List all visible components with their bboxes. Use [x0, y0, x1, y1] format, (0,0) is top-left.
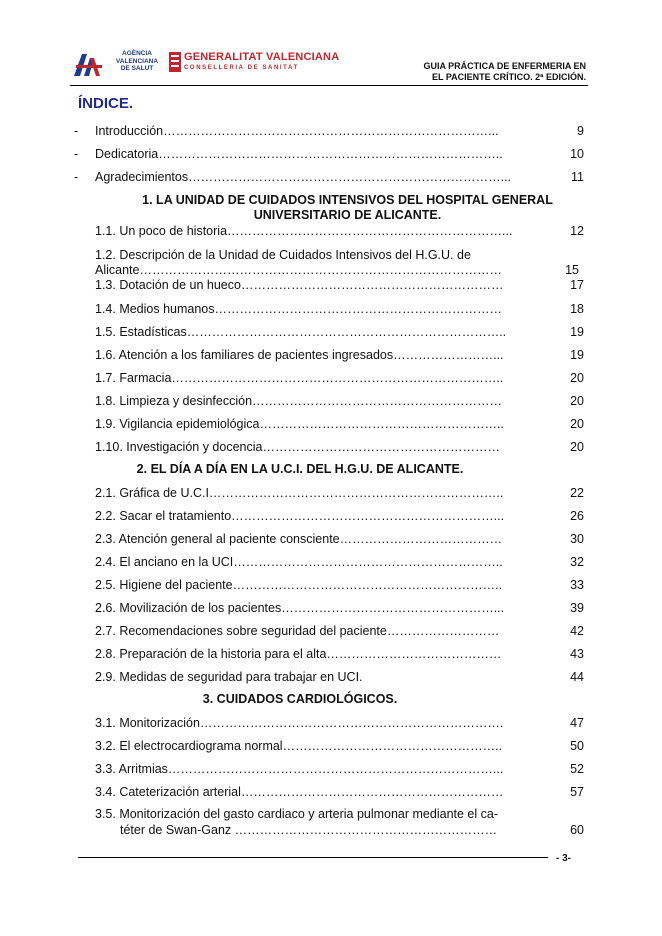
- section-heading-1: [95, 193, 600, 223]
- page-number: - 3-: [556, 853, 571, 864]
- agency-line: DE SALUT: [120, 65, 154, 72]
- toc-entry[interactable]: 2.9. Medidas de seguridad para trabajar en UCI.: [95, 670, 363, 684]
- toc-page: 44: [570, 670, 584, 684]
- footer-divider: [78, 857, 548, 858]
- bullet-dash: -: [74, 124, 79, 138]
- toc-page: 52: [570, 762, 584, 776]
- toc-entry[interactable]: 1.10. Investigación y docencia…………………………………………………: [95, 440, 500, 454]
- av-logo-icon: [72, 50, 106, 78]
- index-heading: ÍNDICE.: [78, 95, 134, 112]
- document-title: [423, 61, 586, 83]
- toc-page: 19: [570, 348, 584, 362]
- title-line: GUIA PRÁCTICA DE ENFERMERIA EN: [423, 61, 586, 71]
- toc-page: 39: [570, 601, 584, 615]
- toc-page: 11: [571, 170, 584, 184]
- toc-entry[interactable]: 3.4. Cateterización arterial………………………………………………………: [95, 785, 504, 799]
- header-divider: [70, 85, 588, 86]
- toc-entry[interactable]: Agradecimientos…………………………………………………………………...: [95, 170, 512, 184]
- bullet-dash: -: [74, 147, 79, 161]
- toc-entry[interactable]: 2.6. Movilización de los pacientes……………………………………………...: [95, 601, 505, 615]
- toc-entry[interactable]: 2.3. Atención general al paciente consciente…………………………………: [95, 532, 503, 546]
- toc-page: 22: [570, 486, 584, 500]
- toc-page: 17: [570, 278, 584, 292]
- toc-entry[interactable]: 1.7. Farmacia……………………………………………………………………..: [95, 371, 504, 385]
- toc-page: 43: [570, 647, 584, 661]
- page-header: [72, 44, 588, 86]
- toc-page: 47: [570, 716, 584, 730]
- toc-page: 32: [570, 555, 584, 569]
- toc-page: 20: [570, 417, 584, 431]
- toc-page: 20: [570, 371, 584, 385]
- toc-entry[interactable]: 1.9. Vigilancia epidemiológica…………………………………………………..: [95, 417, 504, 431]
- toc-page: 60: [570, 823, 584, 837]
- toc-entry[interactable]: 2.5. Higiene del paciente………………………………………………………..: [95, 578, 503, 592]
- toc-entry[interactable]: 1.1. Un poco de historia…………………………………………………………...: [95, 224, 513, 238]
- toc-page: 57: [570, 785, 584, 799]
- generalitat-name: GENERALITAT VALENCIANA: [184, 51, 340, 63]
- toc-page: 19: [570, 325, 584, 339]
- toc-page: 12: [570, 224, 584, 238]
- toc-entry[interactable]: 1.5. Estadísticas…………………………………………………………………..: [95, 325, 507, 339]
- toc-entry[interactable]: Introducción……………………………………………………………………...: [95, 124, 499, 138]
- agency-line: AGÈNCIA: [122, 50, 152, 57]
- toc-entry[interactable]: 1.2. Descripción de la Unidad de Cuidados Intensivos del H.G.U. de: [95, 248, 471, 262]
- generalitat-emblem-icon: [168, 51, 182, 73]
- agency-line: VALENCIANA: [115, 57, 159, 65]
- toc-entry[interactable]: 3.3. Arritmias……………………………………………………………………...: [95, 762, 504, 776]
- toc-entry[interactable]: 2.4. El anciano en la UCI………………………………………………………..: [95, 555, 503, 569]
- toc-page: 18: [570, 302, 584, 316]
- toc-entry[interactable]: 3.1. Monitorización……………………………………………………………….: [95, 716, 504, 730]
- bullet-dash: -: [74, 170, 79, 184]
- toc-page: 50: [570, 739, 584, 753]
- toc-page: 30: [570, 532, 584, 546]
- toc-entry[interactable]: 2.1. Gráfica de U.C.I……………………………………………………………..: [95, 486, 504, 500]
- toc-entry[interactable]: 1.6. Atención a los familiares de pacientes ingresados……………………...: [95, 348, 504, 362]
- agency-name: [108, 50, 166, 73]
- toc-entry[interactable]: 2.2. Sacar el tratamiento………………………………………………………...: [95, 509, 505, 523]
- toc-page: 20: [570, 440, 584, 454]
- section-heading-3: 3. CUIDADOS CARDIOLÓGICOS.: [202, 692, 398, 706]
- toc-page: 10: [570, 147, 584, 161]
- toc-entry[interactable]: 2.7. Recomendaciones sobre seguridad del paciente………………………: [95, 624, 500, 638]
- toc-entry-continuation[interactable]: Alicante……………………………………………………………………………: [95, 263, 502, 277]
- toc-entry[interactable]: 1.8. Limpieza y desinfección……………………………………………………: [95, 394, 503, 408]
- toc-page: 20: [570, 394, 584, 408]
- toc-entry[interactable]: 2.8. Preparación de la historia para el alta……………………………………: [95, 647, 502, 661]
- toc-entry[interactable]: 3.5. Monitorización del gasto cardiaco y arteria pulmonar mediante el ca-: [95, 807, 498, 821]
- section-heading-2: 2. EL DÍA A DÍA EN LA U.C.I. DEL H.G.U. DE ALICANTE.: [136, 462, 464, 476]
- toc-page: 9: [577, 124, 584, 138]
- toc-entry[interactable]: 3.2. El electrocardiograma normal……………………………………………..: [95, 739, 503, 753]
- toc-entry[interactable]: Dedicatoria………………………………………………………………………..: [95, 147, 503, 161]
- toc-page: 42: [570, 624, 584, 638]
- section-heading-line: UNIVERSITARIO DE ALICANTE.: [253, 208, 442, 222]
- toc-entry[interactable]: 1.3. Dotación de un hueco………………………………………………………: [95, 278, 504, 292]
- conselleria-name: CONSELLERIA DE SANITAT: [184, 65, 299, 71]
- toc-page: 33: [570, 578, 584, 592]
- toc-entry[interactable]: 1.4. Medios humanos……………………………………………………………: [95, 302, 503, 316]
- toc-page: 26: [570, 509, 584, 523]
- toc-page: 15: [565, 263, 579, 277]
- section-heading-line: 1. LA UNIDAD DE CUIDADOS INTENSIVOS DEL HOSPITAL GENERAL: [142, 193, 553, 207]
- toc-entry-continuation[interactable]: téter de Swan-Ganz ………………………………………………………: [120, 823, 498, 837]
- title-line: EL PACIENTE CRÍTICO. 2ª EDICIÓN.: [431, 72, 586, 82]
